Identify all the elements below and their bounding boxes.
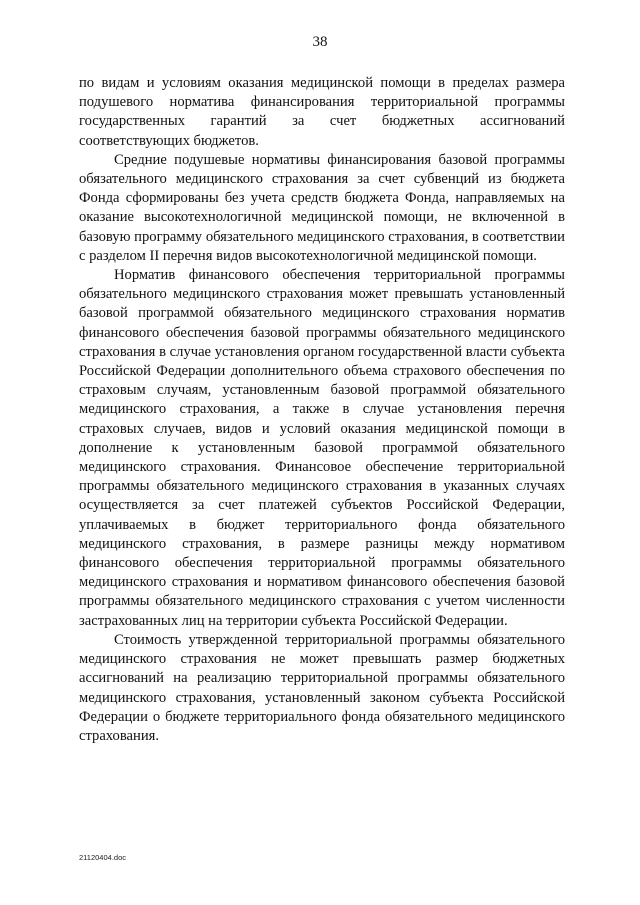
document-body xyxy=(79,74,565,746)
paragraph-program-cost: Стоимость утвержденной территориальной программы обязательного медицинского страхования не может превышать размер бюджетных ассигнований на реализацию территориальной программы обязательного медицинского страхования, установленный законом субъекта Российской Федерации о бюджете территориального фонда обязательного медицинского страхования. xyxy=(79,631,565,744)
page-number: 38 xyxy=(312,34,328,50)
paragraph-continuation: по видам и условиям оказания медицинской помощи в пределах размера подушевого норматива финансирования территориальной программы государственных гарантий за счет бюджетных ассигнований соответствующих бюджетов. xyxy=(79,75,565,149)
paragraph-financial-norm: Норматив финансового обеспечения территориальной программы обязательного медицинского страхования может превышать установленный базовой программой обязательного медицинского страхования норматив финансового обеспечения базовой программы обязательного медицинского страхования в случае установления органом государственной власти субъекта Российской Федерации дополнительного объема страхового обеспечения по страховым случаям, установленным базовой программой обязательного медицинского страхования, а также в случае установления перечня страховых случаев, видов и условий оказания медицинской помощи в дополнение к установленным базовой программой обязательного медицинского страхования. Финансовое обеспечение территориальной программы обязательного медицинского страхования в указанных случаях осуществляется за счет платежей субъектов Российской Федерации, уплачиваемых в бюджет территориального фонда обязательного медицинского страхования, в размере разницы между нормативом финансового обеспечения территориальной программы обязательного медицинского страхования и нормативом финансового обеспечения базовой программы обязательного медицинского страхования с учетом численности застрахованных лиц на территории субъекта Российской Федерации. xyxy=(79,267,565,629)
footer-filename: 21120404.doc xyxy=(79,853,126,862)
paragraph-per-capita-norms: Средние подушевые нормативы финансирования базовой программы обязательного медицинского страхования за счет субвенций из бюджета Фонда сформированы без учета средств бюджета Фонда, направляемых на оказание высокотехнологичной медицинской помощи, не включенной в базовую программу обязательного медицинского страхования, в соответствии с разделом II перечня видов высокотехнологичной медицинской помощи. xyxy=(79,151,565,264)
